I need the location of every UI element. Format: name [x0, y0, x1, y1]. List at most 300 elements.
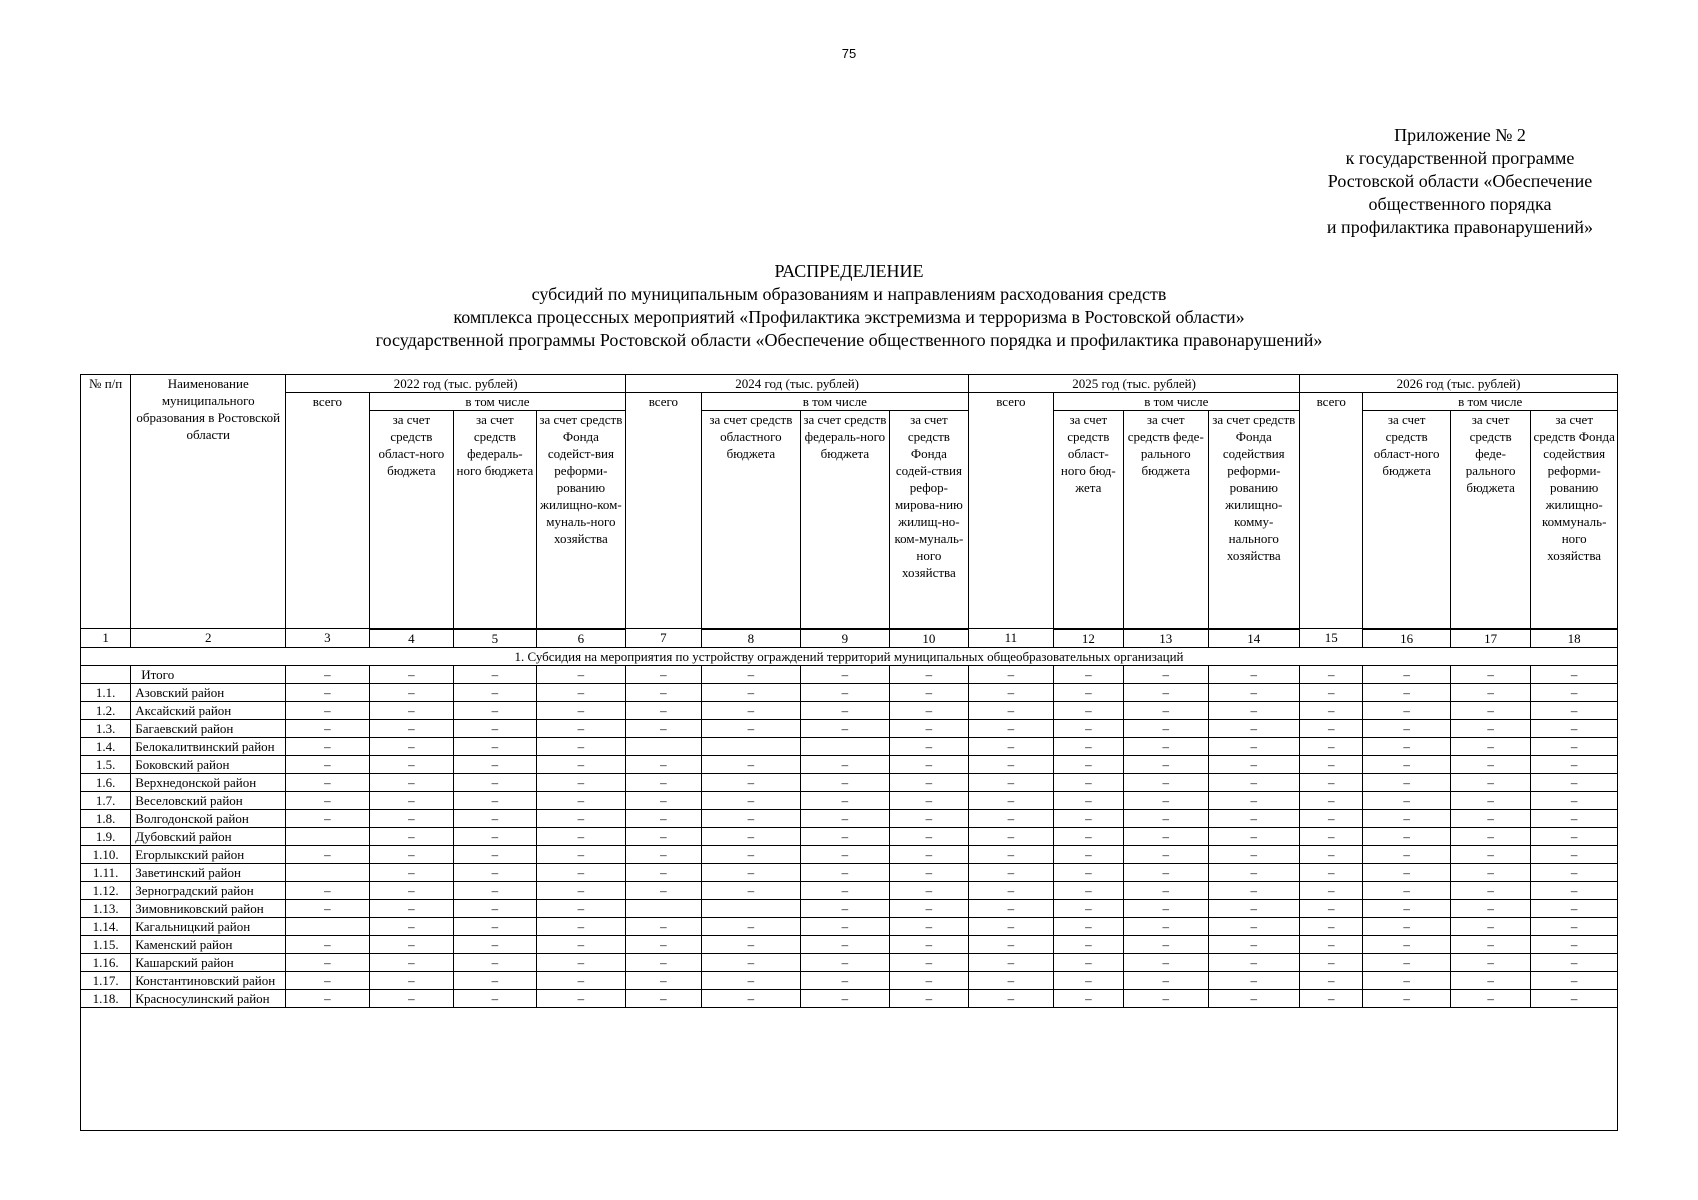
cell-value: – [1124, 737, 1208, 755]
table-row [81, 683, 1618, 701]
cell-value: – [454, 863, 536, 881]
cell-value: – [1300, 899, 1363, 917]
cell-value: – [1053, 737, 1123, 755]
cell-value: – [1363, 773, 1451, 791]
column-number: 12 [1053, 629, 1123, 648]
cell-value: – [889, 917, 968, 935]
cell-value: – [889, 971, 968, 989]
column-number: 11 [969, 629, 1053, 648]
header-total: всего [969, 393, 1053, 629]
cell-value: – [286, 719, 369, 737]
cell-value: – [801, 809, 890, 827]
row-number: 1.12. [81, 881, 131, 899]
cell-value: – [1531, 863, 1618, 881]
cell-value: – [801, 701, 890, 719]
cell-value: – [801, 935, 890, 953]
cell-value: – [1531, 971, 1618, 989]
cell-value: – [454, 935, 536, 953]
cell-value: – [801, 953, 890, 971]
cell-value: – [801, 683, 890, 701]
cell-value: – [286, 755, 369, 773]
cell-value: – [1300, 737, 1363, 755]
cell-value: – [1300, 701, 1363, 719]
cell-value: – [1300, 935, 1363, 953]
header-total: всего [286, 393, 369, 629]
cell-value: – [701, 773, 801, 791]
cell-value: – [454, 809, 536, 827]
cell-value: – [701, 881, 801, 899]
cell-value: – [1208, 845, 1300, 863]
cell-value: – [1208, 773, 1300, 791]
cell-value: – [1363, 899, 1451, 917]
header-source: за счет средств Фонда содейст-вия реформи-рованию жилищно-ком-муналь-ного хозяйства [536, 411, 626, 629]
cell-value: – [536, 719, 626, 737]
table-row [81, 791, 1618, 809]
cell-value: – [536, 863, 626, 881]
total-value: – [1300, 665, 1363, 683]
cell-value: – [1363, 863, 1451, 881]
cell-value: – [1208, 737, 1300, 755]
column-number-row [81, 629, 1618, 648]
header-source: за счет средств Фонда содействия реформи-рованию жилищно-комму-нального хозяйства [1208, 411, 1300, 629]
total-value: – [286, 665, 369, 683]
table-row [81, 971, 1618, 989]
column-number: 5 [454, 629, 536, 648]
cell-value: – [1053, 863, 1123, 881]
cell-value: – [1053, 809, 1123, 827]
cell-value: – [1208, 863, 1300, 881]
cell-value: – [286, 953, 369, 971]
cell-value: – [1053, 755, 1123, 773]
cell-value: – [801, 773, 890, 791]
section-row [81, 647, 1618, 665]
header-row [81, 375, 1618, 393]
cell-value [286, 863, 369, 881]
cell-value: – [1124, 935, 1208, 953]
row-number: 1.3. [81, 719, 131, 737]
cell-value: – [1053, 935, 1123, 953]
cell-value: – [454, 773, 536, 791]
cell-value: – [626, 773, 701, 791]
row-number: 1.1. [81, 683, 131, 701]
cell-value: – [1450, 755, 1530, 773]
cell-value: – [454, 755, 536, 773]
cell-value: – [536, 971, 626, 989]
column-number: 7 [626, 629, 701, 648]
row-number: 1.16. [81, 953, 131, 971]
cell-value: – [369, 701, 453, 719]
municipality-name: Веселовский район [131, 791, 286, 809]
cell-value: – [286, 809, 369, 827]
cell-value: – [1208, 683, 1300, 701]
cell-value: – [536, 683, 626, 701]
header-name: Наименование муниципального образования в Ростовской области [131, 375, 286, 629]
cell-value: – [801, 881, 890, 899]
cell-value: – [454, 971, 536, 989]
cell-value: – [1208, 791, 1300, 809]
cell-value: – [1300, 953, 1363, 971]
cell-value: – [369, 809, 453, 827]
cell-value: – [701, 683, 801, 701]
header-source: за счет средств област-ного бюджета [369, 411, 453, 629]
cell-value: – [701, 791, 801, 809]
municipality-name: Белокалитвинский район [131, 737, 286, 755]
total-value: – [801, 665, 890, 683]
cell-value: – [286, 737, 369, 755]
cell-value: – [969, 791, 1053, 809]
cell-value: – [369, 899, 453, 917]
cell-value: – [454, 701, 536, 719]
municipality-name: Зерноградский район [131, 881, 286, 899]
column-number: 15 [1300, 629, 1363, 648]
cell-value: – [286, 881, 369, 899]
cell-value: – [1300, 791, 1363, 809]
row-number: 1.5. [81, 755, 131, 773]
appendix-note [1300, 124, 1620, 239]
column-number: 2 [131, 629, 286, 648]
cell-value: – [1053, 827, 1123, 845]
cell-value: – [1300, 845, 1363, 863]
column-number: 18 [1531, 629, 1618, 648]
cell-value: – [801, 845, 890, 863]
cell-value: – [889, 719, 968, 737]
cell-value: – [369, 773, 453, 791]
cell-value: – [454, 989, 536, 1007]
cell-value: – [1124, 809, 1208, 827]
cell-value: – [1450, 953, 1530, 971]
municipality-name: Азовский район [131, 683, 286, 701]
cell-value: – [1531, 719, 1618, 737]
cell-value: – [889, 881, 968, 899]
cell-value: – [801, 971, 890, 989]
cell-value: – [969, 773, 1053, 791]
cell-value: – [889, 863, 968, 881]
cell-value: – [454, 791, 536, 809]
cell-value: – [889, 953, 968, 971]
cell-value: – [369, 845, 453, 863]
cell-value: – [536, 989, 626, 1007]
cell-value: – [1053, 971, 1123, 989]
total-value: – [1531, 665, 1618, 683]
cell-value: – [969, 881, 1053, 899]
cell-value: – [1363, 809, 1451, 827]
total-value: – [454, 665, 536, 683]
cell-value: – [1450, 827, 1530, 845]
cell-value: – [701, 935, 801, 953]
column-number: 10 [889, 629, 968, 648]
cell-value: – [1363, 935, 1451, 953]
cell-value: – [1450, 917, 1530, 935]
cell-value: – [286, 899, 369, 917]
row-number: 1.10. [81, 845, 131, 863]
cell-value: – [1124, 917, 1208, 935]
cell-value: – [369, 737, 453, 755]
cell-value: – [1124, 791, 1208, 809]
header-source: за счет средств областного бюджета [701, 411, 801, 629]
cell-value: – [1124, 863, 1208, 881]
header-year: 2022 год (тыс. рублей) [286, 375, 626, 393]
appendix-line: общественного порядка [1368, 194, 1552, 214]
cell-value: – [536, 917, 626, 935]
cell-value: – [454, 827, 536, 845]
cell-value: – [701, 701, 801, 719]
cell-value: – [801, 791, 890, 809]
row-number: 1.8. [81, 809, 131, 827]
municipality-name: Красносулинский район [131, 989, 286, 1007]
total-label: Итого [131, 665, 286, 683]
total-value: – [369, 665, 453, 683]
cell-value: – [889, 683, 968, 701]
cell-value: – [1450, 935, 1530, 953]
cell-value: – [1531, 791, 1618, 809]
cell-value: – [969, 737, 1053, 755]
cell-value: – [536, 881, 626, 899]
cell-value: – [1450, 683, 1530, 701]
cell-value: – [1300, 755, 1363, 773]
table-row [81, 917, 1618, 935]
municipality-name: Зимовниковский район [131, 899, 286, 917]
cell-value: – [626, 845, 701, 863]
cell-value: – [1124, 683, 1208, 701]
cell-value: – [1300, 989, 1363, 1007]
cell-value: – [969, 845, 1053, 863]
table-row [81, 899, 1618, 917]
cell-value: – [286, 773, 369, 791]
table-row [81, 935, 1618, 953]
cell-value: – [1053, 953, 1123, 971]
cell-value: – [969, 755, 1053, 773]
cell-value: – [1450, 881, 1530, 899]
cell-value: – [801, 719, 890, 737]
cell-value: – [1053, 917, 1123, 935]
cell-value: – [969, 953, 1053, 971]
cell-value: – [286, 701, 369, 719]
cell-value: – [1124, 989, 1208, 1007]
cell-value: – [1208, 755, 1300, 773]
title-heading: РАСПРЕДЕЛЕНИЕ [774, 261, 924, 281]
cell-value: – [801, 899, 890, 917]
cell-value: – [1208, 953, 1300, 971]
column-number: 4 [369, 629, 453, 648]
cell-value: – [1450, 863, 1530, 881]
cell-value: – [701, 827, 801, 845]
appendix-line: Приложение № 2 [1394, 125, 1526, 145]
cell-value: – [1053, 881, 1123, 899]
cell-value: – [701, 971, 801, 989]
table-row [81, 809, 1618, 827]
cell-value: – [286, 845, 369, 863]
cell-value: – [1531, 845, 1618, 863]
header-incl: в том числе [1053, 393, 1299, 411]
cell-value: – [969, 863, 1053, 881]
column-number: 8 [701, 629, 801, 648]
appendix-line: Ростовской области «Обеспечение [1327, 171, 1593, 191]
header-source: за счет средств Фонда содействия реформи-рованию жилищно-коммуналь-ного хозяйства [1531, 411, 1618, 629]
header-incl: в том числе [369, 393, 625, 411]
cell-value: – [626, 719, 701, 737]
cell-value: – [969, 989, 1053, 1007]
column-number: 17 [1450, 629, 1530, 648]
row-number: 1.7. [81, 791, 131, 809]
municipality-name: Егорлыкский район [131, 845, 286, 863]
cell-value: – [1300, 881, 1363, 899]
row-number: 1.6. [81, 773, 131, 791]
row-number: 1.2. [81, 701, 131, 719]
cell-value: – [801, 755, 890, 773]
header-source: за счет средств феде-рального бюджета [1124, 411, 1208, 629]
cell-value: – [626, 917, 701, 935]
total-value: – [626, 665, 701, 683]
cell-value: – [1124, 701, 1208, 719]
cell-value: – [286, 791, 369, 809]
row-number: 1.4. [81, 737, 131, 755]
total-value: – [889, 665, 968, 683]
cell-value: – [1531, 683, 1618, 701]
cell-value: – [1124, 881, 1208, 899]
row-number: 1.18. [81, 989, 131, 1007]
table-row [81, 989, 1618, 1007]
cell-value: – [889, 935, 968, 953]
cell-value: – [536, 791, 626, 809]
cell-value: – [626, 683, 701, 701]
total-value: – [1124, 665, 1208, 683]
cell-value: – [1124, 773, 1208, 791]
cell-value: – [454, 881, 536, 899]
cell-value: – [369, 863, 453, 881]
header-source: за счет средств феде-рального бюджета [1450, 411, 1530, 629]
cell-value: – [1450, 701, 1530, 719]
table-row [81, 719, 1618, 737]
cell-value: – [1450, 899, 1530, 917]
cell-value: – [454, 845, 536, 863]
municipality-name: Кагальницкий район [131, 917, 286, 935]
row-number: 1.15. [81, 935, 131, 953]
cell-value: – [626, 953, 701, 971]
cell-value [701, 737, 801, 755]
document-title [0, 260, 1698, 352]
cell-value: – [701, 863, 801, 881]
cell-value: – [626, 791, 701, 809]
header-source: за счет средств област-ного бюд-жета [1053, 411, 1123, 629]
cell-value: – [1300, 827, 1363, 845]
cell-value: – [1363, 701, 1451, 719]
cell-value: – [1531, 737, 1618, 755]
table-row [81, 755, 1618, 773]
cell-value: – [969, 809, 1053, 827]
row-number: 1.14. [81, 917, 131, 935]
header-year: 2024 год (тыс. рублей) [626, 375, 969, 393]
municipality-name: Волгодонской район [131, 809, 286, 827]
column-number: 6 [536, 629, 626, 648]
cell-value: – [1300, 773, 1363, 791]
cell-value: – [969, 935, 1053, 953]
header-row [81, 393, 1618, 411]
cell-value: – [626, 809, 701, 827]
cell-value: – [1363, 737, 1451, 755]
cell-value: – [1531, 809, 1618, 827]
column-number: 16 [1363, 629, 1451, 648]
total-value: – [1450, 665, 1530, 683]
cell-value: – [1450, 773, 1530, 791]
cell-value: – [969, 827, 1053, 845]
total-value: – [701, 665, 801, 683]
cell-value: – [286, 971, 369, 989]
cell-value: – [1124, 719, 1208, 737]
cell-value: – [1208, 701, 1300, 719]
cell-value: – [1053, 899, 1123, 917]
cell-value: – [801, 863, 890, 881]
cell-value: – [1450, 719, 1530, 737]
cell-value: – [889, 773, 968, 791]
table-row [81, 953, 1618, 971]
cell-value: – [1124, 953, 1208, 971]
row-number: 1.13. [81, 899, 131, 917]
cell-value: – [536, 899, 626, 917]
cell-value [626, 899, 701, 917]
cell-value: – [1531, 899, 1618, 917]
section-title: 1. Субсидия на мероприятия по устройству ограждений территорий муниципальных общеобразовательных организаций [81, 647, 1618, 665]
cell-value: – [626, 989, 701, 1007]
cell-value: – [889, 845, 968, 863]
cell-value: – [1363, 989, 1451, 1007]
table-row [81, 701, 1618, 719]
cell-value: – [1208, 809, 1300, 827]
cell-value: – [1208, 935, 1300, 953]
cell-value: – [626, 755, 701, 773]
cell-value: – [1531, 773, 1618, 791]
cell-value: – [1450, 737, 1530, 755]
cell-value: – [286, 989, 369, 1007]
total-value: – [1363, 665, 1451, 683]
cell-value: – [1531, 935, 1618, 953]
header-total: всего [1300, 393, 1363, 629]
cell-value: – [286, 935, 369, 953]
cell-value: – [1124, 755, 1208, 773]
cell-value: – [1450, 971, 1530, 989]
cell-value [286, 827, 369, 845]
header-source: за счет средств федераль-ного бюджета [454, 411, 536, 629]
cell-value: – [1124, 827, 1208, 845]
cell-value [626, 737, 701, 755]
municipality-name: Заветинский район [131, 863, 286, 881]
cell-value: – [536, 935, 626, 953]
header-source: за счет средств федераль-ного бюджета [801, 411, 890, 629]
cell-value: – [1531, 701, 1618, 719]
cell-value: – [369, 755, 453, 773]
cell-value: – [1363, 683, 1451, 701]
cell-value: – [969, 683, 1053, 701]
cell-value: – [369, 935, 453, 953]
municipality-name: Багаевский район [131, 719, 286, 737]
cell-value: – [1531, 755, 1618, 773]
cell-value: – [1450, 845, 1530, 863]
cell-value: – [369, 989, 453, 1007]
cell-value: – [969, 917, 1053, 935]
cell-value: – [1300, 863, 1363, 881]
cell-value: – [1363, 971, 1451, 989]
cell-value: – [1124, 845, 1208, 863]
cell-value: – [454, 917, 536, 935]
cell-value: – [1300, 917, 1363, 935]
cell-value: – [536, 773, 626, 791]
cell-value: – [1208, 899, 1300, 917]
cell-value: – [536, 755, 626, 773]
cell-value: – [889, 989, 968, 1007]
header-year: 2026 год (тыс. рублей) [1300, 375, 1618, 393]
cell-value: – [1208, 917, 1300, 935]
cell-value: – [701, 719, 801, 737]
cell-value: – [969, 701, 1053, 719]
